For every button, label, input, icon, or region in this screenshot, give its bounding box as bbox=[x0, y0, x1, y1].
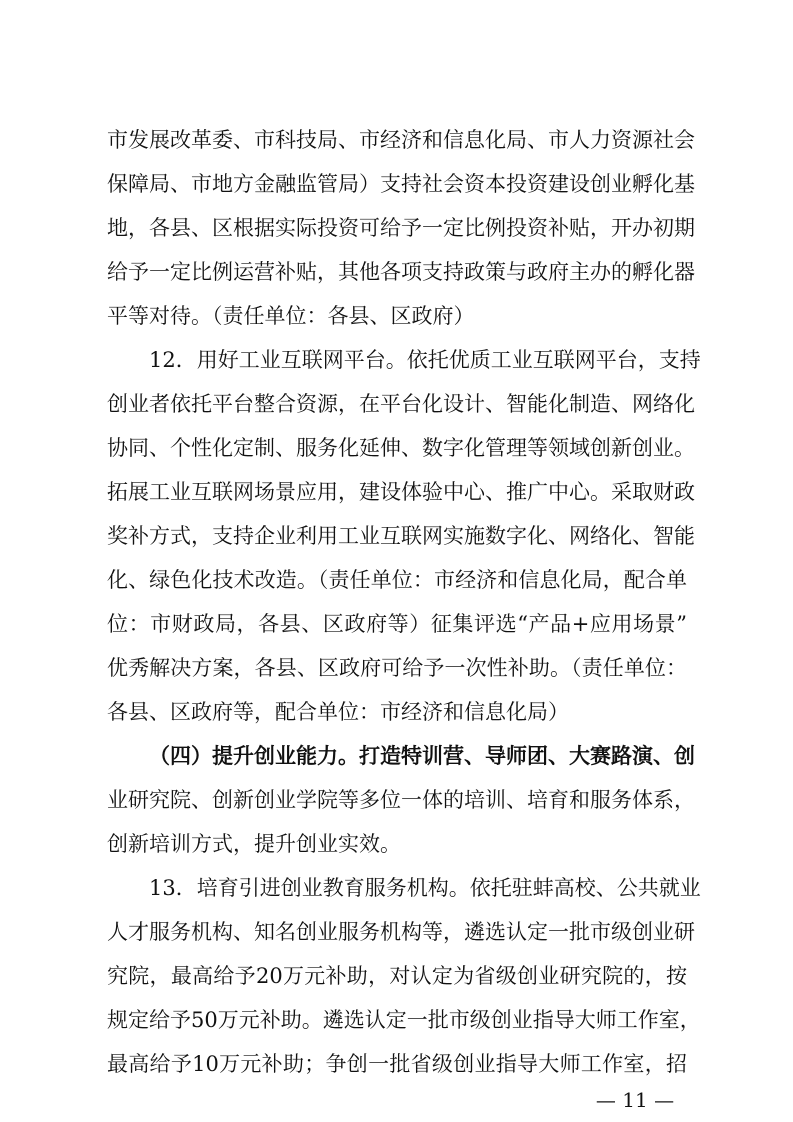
body-line-16: 业研究院、创新创业学院等多位一体的培训、培育和服务体系， bbox=[107, 788, 695, 812]
body-line-9: 拓展工业互联网场景应用，建设体验中心、推广中心。采取财政 bbox=[107, 480, 695, 504]
body-line-22: 最高给予10万元补助；争创一批省级创业指导大师工作室，招 bbox=[107, 1052, 687, 1076]
body-line-8: 协同、个性化定制、服务化延伸、数字化管理等领域创新创业。 bbox=[107, 436, 695, 460]
body-line-12: 位：市财政局，各县、区政府等）征集评选“产品+应用场景” bbox=[107, 612, 687, 636]
body-line-20: 究院，最高给予20万元补助，对认定为省级创业研究院的，按 bbox=[107, 964, 687, 988]
section-13-title-line: 13．培育引进创业教育服务机构。依托驻蚌高校、公共就业 bbox=[149, 876, 701, 900]
section-four-heading-line: （四）提升创业能力。打造特训营、导师团、大赛路演、创 bbox=[149, 743, 695, 768]
body-line-17: 创新培训方式，提升创业实效。 bbox=[107, 832, 401, 856]
body-line-10: 奖补方式，支持企业利用工业互联网实施数字化、网络化、智能 bbox=[107, 524, 695, 548]
body-line-19: 人才服务机构、知名创业服务机构等，遴选认定一批市级创业研 bbox=[107, 920, 695, 944]
body-line-4: 给予一定比例运营补贴，其他各项支持政策与政府主办的孵化器 bbox=[107, 260, 695, 284]
section-12-title-line: 12．用好工业互联网平台。依托优质工业互联网平台，支持 bbox=[149, 348, 701, 372]
body-line-21: 规定给予50万元补助。遴选认定一批市级创业指导大师工作室， bbox=[107, 1008, 701, 1032]
body-line-2: 保障局、市地方金融监管局）支持社会资本投资建设创业孵化基 bbox=[107, 172, 695, 196]
body-line-5: 平等对待。（责任单位：各县、区政府） bbox=[107, 304, 475, 328]
body-line-13: 优秀解决方案，各县、区政府可给予一次性补助。（责任单位： bbox=[107, 656, 687, 680]
body-line-7: 创业者依托平台整合资源，在平台化设计、智能化制造、网络化 bbox=[107, 392, 695, 416]
page-number: — 11 — bbox=[595, 1088, 675, 1112]
body-line-1: 市发展改革委、市科技局、市经济和信息化局、市人力资源社会 bbox=[107, 128, 695, 152]
body-line-3: 地，各县、区根据实际投资可给予一定比例投资补贴，开办初期 bbox=[107, 216, 695, 240]
body-line-14: 各县、区政府等，配合单位：市经济和信息化局） bbox=[107, 700, 569, 724]
body-line-11: 化、绿色化技术改造。（责任单位：市经济和信息化局，配合单 bbox=[107, 568, 687, 592]
